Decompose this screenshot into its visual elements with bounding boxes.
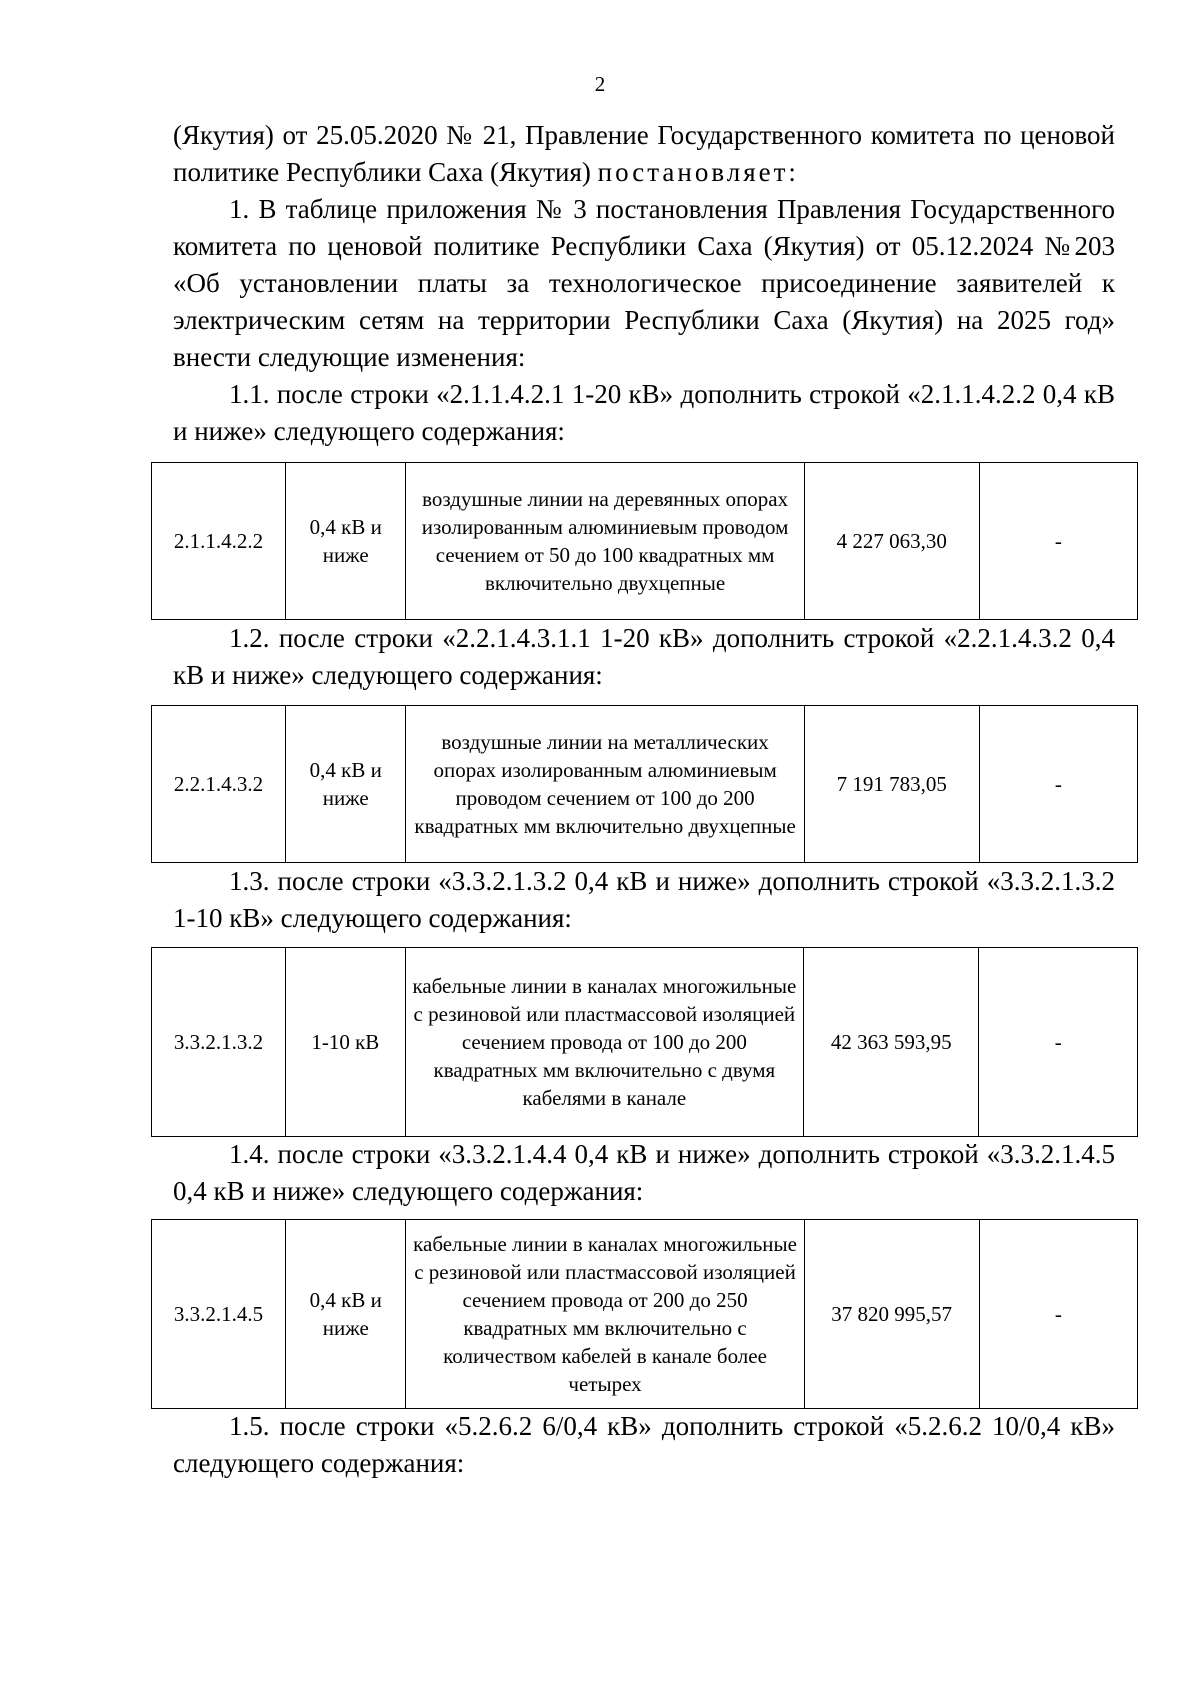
intro-resolution-word: постановляет: xyxy=(597,157,799,187)
item-1-5-block xyxy=(173,1408,1115,1482)
item-1-1-paragraph: 1.1. после строки «2.1.1.4.2.1 1-20 кВ» дополнить строкой «2.1.1.4.2.2 0,4 кВ и ниже» следующего содержания: xyxy=(173,379,1115,446)
row-value: 7 191 783,05 xyxy=(804,706,979,863)
table-row xyxy=(152,706,1138,863)
intro-block xyxy=(173,117,1115,450)
row-description: кабельные линии в каналах многожильные с резиновой или пластмассовой изоляцией сечением провода от 200 до 250 квадратных мм включительно с количеством кабелей в канале более четырех xyxy=(406,1220,804,1409)
intro-paragraph xyxy=(173,117,1115,191)
amendment-table-2 xyxy=(151,705,1138,863)
row-extra: - xyxy=(979,1220,1137,1409)
table-row xyxy=(152,948,1138,1137)
amendment-table-4 xyxy=(151,1219,1138,1409)
row-description: воздушные линии на деревянных опорах изолированным алюминиевым проводом сечением от 50 до 100 квадратных мм включительно двухцепные xyxy=(406,463,804,620)
row-description: кабельные линии в каналах многожильные с резиновой или пластмассовой изоляцией сечением провода от 100 до 200 квадратных мм включительно с двумя кабелями в канале xyxy=(405,948,804,1137)
row-code: 3.3.2.1.3.2 xyxy=(152,948,286,1137)
row-code: 3.3.2.1.4.5 xyxy=(152,1220,286,1409)
row-voltage: 0,4 кВ и ниже xyxy=(286,463,406,620)
row-voltage: 0,4 кВ и ниже xyxy=(286,1220,406,1409)
row-value: 42 363 593,95 xyxy=(804,948,979,1137)
row-code: 2.2.1.4.3.2 xyxy=(152,706,286,863)
row-extra: - xyxy=(979,948,1138,1137)
row-extra: - xyxy=(979,706,1137,863)
row-voltage: 1-10 кВ xyxy=(286,948,405,1137)
row-code: 2.1.1.4.2.2 xyxy=(152,463,286,620)
row-value: 4 227 063,30 xyxy=(804,463,979,620)
intro-text: (Якутия) от 25.05.2020 № 21, Правление Государственного комитета по ценовой политике Республики Саха (Якутия) xyxy=(173,120,1115,187)
item-1-3-paragraph: 1.3. после строки «3.3.2.1.3.2 0,4 кВ и ниже» дополнить строкой «3.3.2.1.3.2 1-10 кВ» следующего содержания: xyxy=(173,866,1115,933)
table-row xyxy=(152,463,1138,620)
row-extra: - xyxy=(979,463,1137,620)
item-1-2-paragraph: 1.2. после строки «2.2.1.4.3.1.1 1-20 кВ» дополнить строкой «2.2.1.4.3.2 0,4 кВ и ниже» следующего содержания: xyxy=(173,623,1115,690)
amendment-table-3 xyxy=(151,947,1138,1137)
row-description: воздушные линии на металлических опорах изолированным алюминиевым проводом сечением от 100 до 200 квадратных мм включительно двухцепные xyxy=(406,706,804,863)
table-row xyxy=(152,1220,1138,1409)
item-1-5-paragraph: 1.5. после строки «5.2.6.2 6/0,4 кВ» дополнить строкой «5.2.6.2 10/0,4 кВ» следующего содержания: xyxy=(173,1411,1115,1478)
row-voltage: 0,4 кВ и ниже xyxy=(286,706,406,863)
item-1-paragraph: 1. В таблице приложения № 3 постановления Правления Государственного комитета по ценовой политике Республики Саха (Якутия) от 05.12.2024 №203 «Об установлении платы за технологическое присоединение заявителей к электрическим сетям на территории Республики Саха (Якутия) на 2025 год» внести следующие изменения: xyxy=(173,194,1115,372)
item-1-2-block xyxy=(173,620,1115,694)
item-1-4-paragraph: 1.4. после строки «3.3.2.1.4.4 0,4 кВ и ниже» дополнить строкой «3.3.2.1.4.5 0,4 кВ и ниже» следующего содержания: xyxy=(173,1139,1115,1206)
item-1-4-block xyxy=(173,1136,1115,1210)
row-value: 37 820 995,57 xyxy=(804,1220,979,1409)
item-1-3-block xyxy=(173,863,1115,937)
amendment-table-1 xyxy=(151,462,1138,620)
page-number: 2 xyxy=(594,72,606,96)
